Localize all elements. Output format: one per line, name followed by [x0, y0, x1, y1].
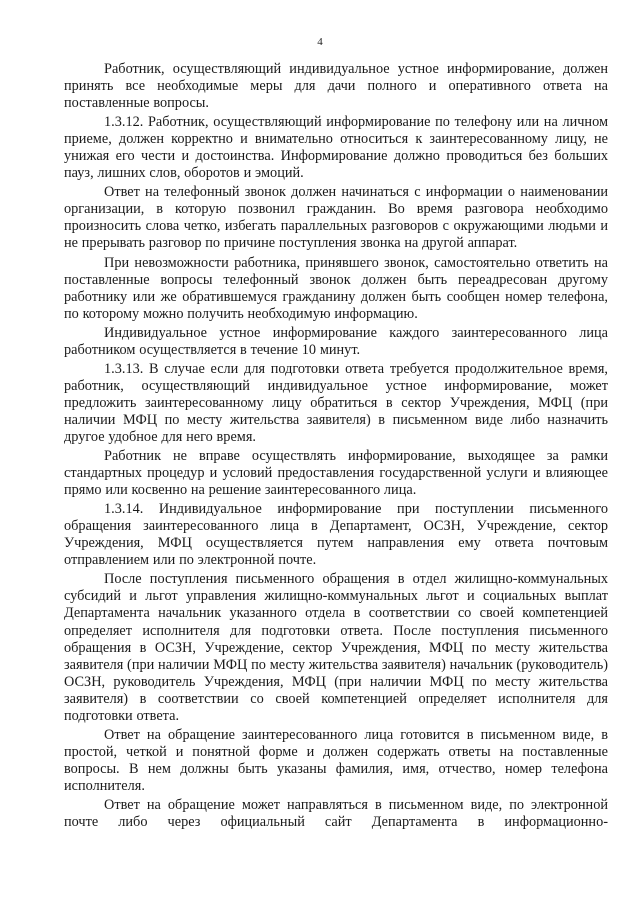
paragraph-1-3-12: 1.3.12. Работник, осуществляющий информирование по телефону или на личном приеме, должен корректно и внимательно относиться к заинтересованному лицу, не унижая его чести и достоинства. Информирование должно проводиться без больших пауз, лишних слов, оборотов и эмоций.: [64, 114, 608, 182]
paragraph-ten-minutes: Индивидуальное устное информирование каждого заинтересованного лица работником осуществляется в течение 10 минут.: [64, 324, 608, 358]
page-number: 4: [317, 36, 323, 48]
paragraph-1-3-14: 1.3.14. Индивидуальное информирование при поступлении письменного обращения заинтересованного лица в Департамент, ОСЗН, Учреждение, сектор Учреждения, МФЦ осуществляется путем направления ему ответа почтовым отправлением или по электронной почте.: [64, 501, 608, 569]
paragraph-informing-limits: Работник не вправе осуществлять информирование, выходящее за рамки стандартных процедур и условий предоставления государственной услуги и влияющее прямо или косвенно на решение заинтересованного лица.: [64, 448, 608, 499]
paragraph-1-3-13: 1.3.13. В случае если для подготовки ответа требуется продолжительное время, работник, осуществляющий индивидуальное устное информирование, может предложить заинтересованному лицу обратиться в сектор Учреждения, МФЦ (при наличии МФЦ по месту жительства заявителя) в письменном виде либо назначить другое удобное для него время.: [64, 360, 608, 445]
paragraph-call-redirect: При невозможности работника, принявшего звонок, самостоятельно ответить на поставленные вопросы телефонный звонок должен быть переадресован другому работнику или же обратившемуся гражданину должен быть сообщен номер телефона, по которому можно получить необходимую информацию.: [64, 254, 608, 322]
paragraph-answer-channels: Ответ на обращение может направляться в письменном виде, по электронной почте либо через официальный сайт Департамента в информационно-: [64, 796, 608, 831]
paragraph-written-appeal-processing: После поступления письменного обращения в отдел жилищно-коммунальных субсидий и льгот управления жилищно-коммунальных льгот и социальных выплат Департамента начальник указанного отдела в соответствии со своей компетенцией определяет исполнителя для подготовки ответа. После поступления письменного обращения в ОСЗН, Учреждение, сектор Учреждения, МФЦ по месту жительства заявителя (при наличии МФЦ по месту жительства заявителя) начальник (руководитель) ОСЗН, руководитель Учреждения, МФЦ (при наличии МФЦ по месту жительства заявителя) в соответствии со своей компетенцией определяет исполнителя для подготовки ответа.: [64, 571, 608, 724]
paragraph-phone-answer: Ответ на телефонный звонок должен начинаться с информации о наименовании организации, в которую позвонил гражданин. Во время разговора необходимо произносить слова четко, избегать параллельных разговоров с окружающими людьми и не прерывать разговор по причине поступления звонка на другой аппарат.: [64, 184, 608, 252]
paragraph-oral-informing-duty: Работник, осуществляющий индивидуальное устное информирование, должен принять все необходимые меры для дачи полного и оперативного ответа на поставленные вопросы.: [64, 61, 608, 112]
document-body: [64, 61, 608, 831]
paragraph-answer-requirements: Ответ на обращение заинтересованного лица готовится в письменном виде, в простой, четкой и понятной форме и должен содержать ответы на поставленные вопросы. В нем должны быть указаны фамилия, имя, отчество, номер телефона исполнителя.: [64, 726, 608, 794]
